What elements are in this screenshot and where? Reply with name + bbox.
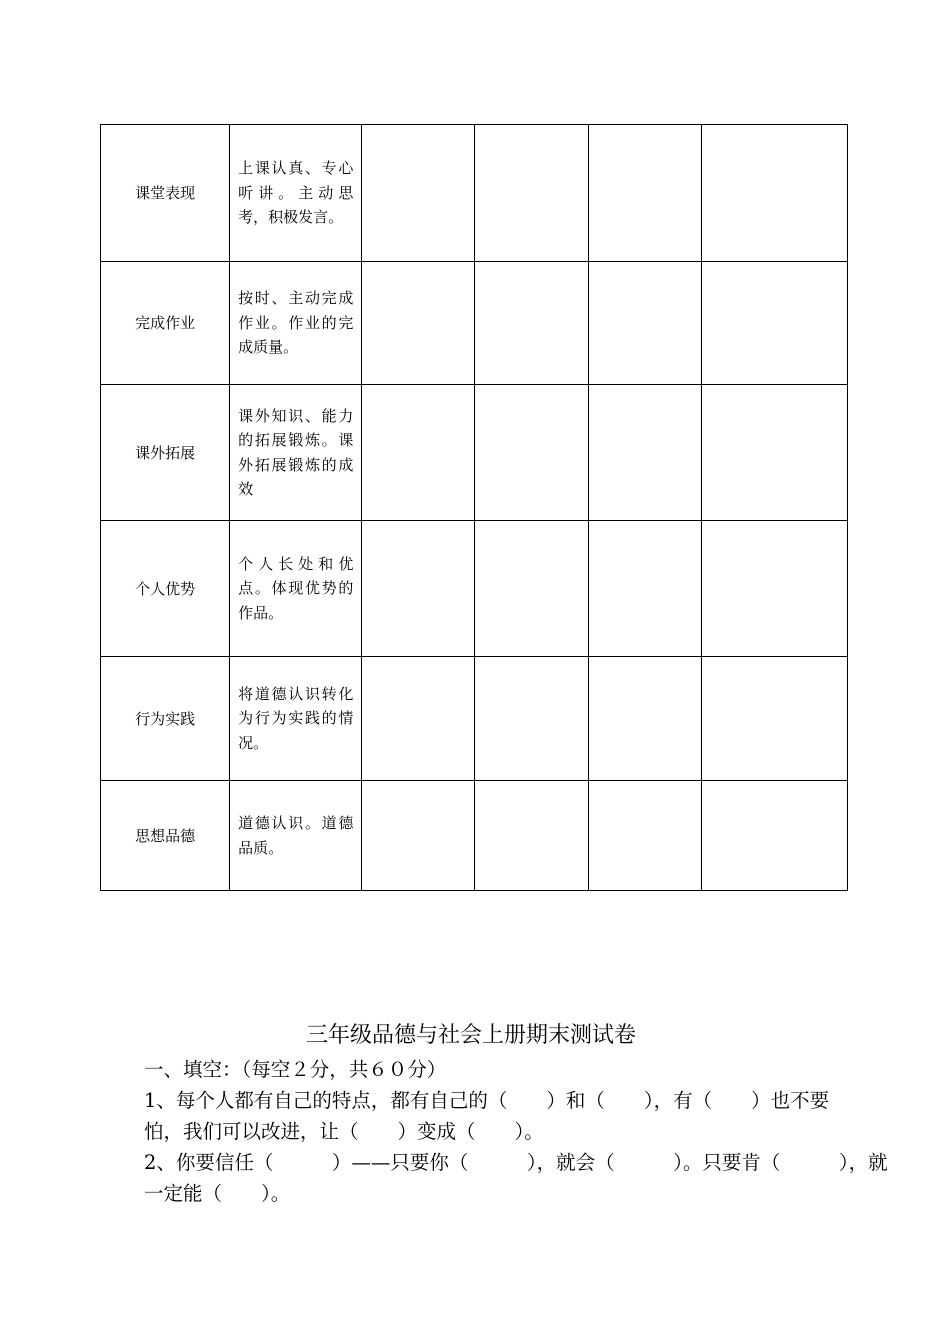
score-cell	[701, 781, 847, 891]
score-cell	[475, 385, 588, 521]
score-cell	[588, 781, 701, 891]
item-description-cell	[230, 781, 362, 891]
score-cell	[701, 521, 847, 657]
score-cell	[475, 125, 588, 262]
item-name-cell: 课堂表现	[101, 125, 230, 262]
item-description: 道德认识。道德品质。	[238, 814, 354, 857]
item-description: 按时、主动完成作业。作业的完成质量。	[238, 289, 354, 357]
table-row	[101, 385, 848, 521]
question-line: 2、你要信任（ ）——只要你（ ），就会（ ）。只要肯（ ），就	[144, 1151, 888, 1174]
table-row	[101, 521, 848, 657]
score-cell	[588, 657, 701, 781]
score-cell	[588, 521, 701, 657]
question-line: 一定能（ ）。	[144, 1182, 291, 1205]
item-description-cell	[230, 262, 362, 385]
item-name-cell: 思想品德	[101, 781, 230, 891]
table-row	[101, 781, 848, 891]
exam-title: 三年级品德与社会上册期末测试卷	[305, 1023, 636, 1048]
score-cell	[362, 125, 475, 262]
score-cell	[362, 385, 475, 521]
item-description-cell	[230, 657, 362, 781]
item-description-cell	[230, 521, 362, 657]
score-cell	[588, 262, 701, 385]
score-cell	[701, 657, 847, 781]
score-cell	[588, 125, 701, 262]
section-heading: 一、填空：（每空２分，共６０分）	[144, 1058, 447, 1081]
item-description: 个人长处和优点。体现优势的作品。	[238, 554, 354, 622]
score-cell	[362, 657, 475, 781]
score-cell	[701, 262, 847, 385]
score-cell	[362, 262, 475, 385]
item-name-cell: 完成作业	[101, 262, 230, 385]
question-line: 怕，我们可以改进，让（ ）变成（ ）。	[144, 1120, 544, 1143]
table-row	[101, 125, 848, 262]
evaluation-table	[100, 124, 848, 891]
score-cell	[701, 125, 847, 262]
item-description-cell	[230, 125, 362, 262]
question-line: 1、每个人都有自己的特点，都有自己的（ ）和（ ），有（ ）也不要	[144, 1089, 830, 1112]
score-cell	[475, 521, 588, 657]
score-cell	[588, 385, 701, 521]
score-cell	[701, 385, 847, 521]
exam-section	[144, 1018, 888, 1209]
table-row	[101, 262, 848, 385]
table-row	[101, 657, 848, 781]
score-cell	[475, 262, 588, 385]
item-name-cell: 课外拓展	[101, 385, 230, 521]
item-description: 课外知识、能力的拓展锻炼。课外拓展锻炼的成效	[238, 406, 354, 498]
item-name-cell: 行为实践	[101, 657, 230, 781]
item-description-cell	[230, 385, 362, 521]
item-description: 将道德认识转化为行为实践的情况。	[238, 684, 354, 752]
item-description: 上课认真、专心听讲。主动思考，积极发言。	[238, 159, 354, 227]
score-cell	[475, 657, 588, 781]
score-cell	[362, 781, 475, 891]
score-cell	[475, 781, 588, 891]
item-name-cell: 个人优势	[101, 521, 230, 657]
score-cell	[362, 521, 475, 657]
